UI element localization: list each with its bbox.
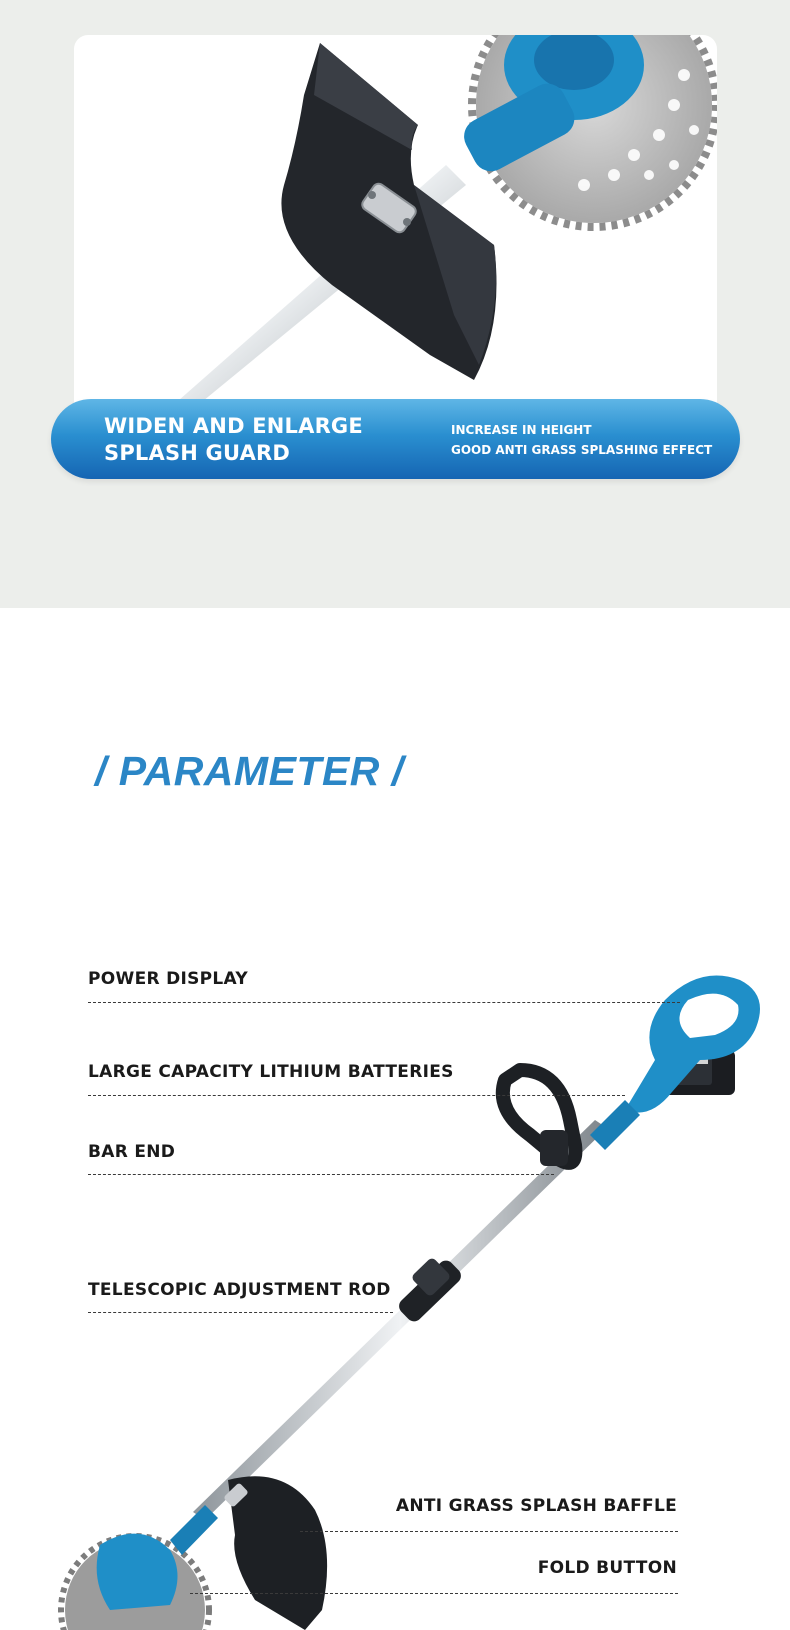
banner-title — [104, 413, 363, 467]
banner-feature-splash: GOOD ANTI GRASS SPLASHING EFFECT — [451, 443, 713, 457]
banner-title-line1: WIDEN AND ENLARGE — [104, 414, 363, 438]
callout-splash-baffle: ANTI GRASS SPLASH BAFFLE — [395, 1496, 677, 1516]
callout-power-display: POWER DISPLAY — [88, 969, 248, 989]
callout-line-splash-baffle — [300, 1531, 678, 1532]
splash-guard-illustration — [74, 35, 717, 415]
callout-line-lithium-batteries — [88, 1095, 625, 1096]
callout-fold-button: FOLD BUTTON — [537, 1558, 677, 1578]
telescopic-joint-shape — [396, 1257, 464, 1325]
callout-line-power-display — [88, 1002, 680, 1003]
banner-title-line2: SPLASH GUARD — [104, 441, 291, 465]
callout-lithium-batteries: LARGE CAPACITY LITHIUM BATTERIES — [88, 1062, 454, 1082]
callout-bar-end: BAR END — [88, 1142, 176, 1162]
callout-line-fold-button — [190, 1593, 678, 1594]
splash-guard-photo — [74, 35, 717, 415]
parameter-heading: / PARAMETER / — [95, 748, 404, 794]
callout-line-telescopic-rod — [88, 1312, 393, 1313]
long-shaft-shape — [193, 1120, 607, 1520]
lower-guard-shape — [223, 1476, 327, 1630]
banner-feature-list — [451, 420, 712, 460]
d-handle-shape — [503, 1070, 576, 1166]
callout-line-bar-end — [88, 1174, 554, 1175]
callout-telescopic-rod: TELESCOPIC ADJUSTMENT ROD — [88, 1280, 391, 1300]
cutting-head-shape — [61, 1505, 218, 1630]
feature-banner — [51, 399, 740, 479]
top-feature-section — [0, 0, 790, 608]
banner-feature-height: INCREASE IN HEIGHT — [451, 423, 592, 437]
